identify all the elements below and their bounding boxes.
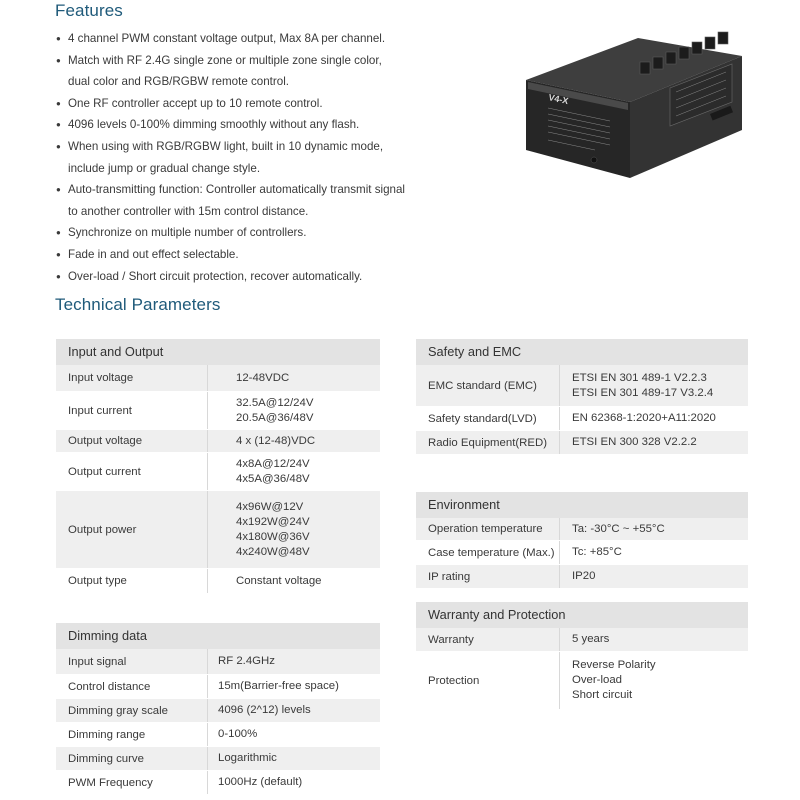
parameter-name: Output current [56,453,208,490]
safety-emc-table [416,339,748,455]
parameter-name: EMC standard (EMC) [416,365,560,406]
table-row [416,541,748,565]
parameter-name: Input signal [56,649,208,674]
table-row [416,518,748,541]
feature-item [56,50,446,93]
parameter-value-line: 0-100% [218,728,258,740]
table-row [416,431,748,455]
parameter-value-line: Ta: -30°C ~ +55°C [572,522,665,535]
product-model-label: V4-X [547,92,570,107]
parameter-name: IP rating [416,565,560,588]
parameter-value-line: 4x8A@12/24V [236,457,310,470]
parameter-name: Input current [56,392,208,429]
parameter-value [560,518,665,540]
feature-text: to another controller with 15m control distance. [68,204,309,218]
technical-parameters-heading: Technical Parameters [55,295,221,314]
parameter-value-line: IP20 [572,570,596,582]
parameter-value-line: RF 2.4GHz [218,655,275,667]
parameter-value-line: 4x180W@36V [236,530,310,543]
dimming-data-table [56,623,380,795]
parameter-name: Control distance [56,675,208,698]
feature-text: Fade in and out effect selectable. [68,247,239,261]
bullet-icon: ● [56,120,61,130]
parameter-value [208,649,275,674]
parameter-value [208,747,277,770]
parameter-name: Input voltage [56,365,208,391]
parameter-value-line: Tc: +85°C [572,546,622,558]
parameter-value [208,491,310,568]
parameter-value-line: 4x192W@24V [236,515,310,528]
parameter-name: Safety standard(LVD) [416,407,560,430]
feature-text: dual color and RGB/RGBW remote control. [68,75,290,89]
features-list [56,28,446,287]
table-row [416,628,748,652]
parameter-value [560,541,622,564]
feature-item [56,136,446,179]
table-heading: Input and Output [56,339,380,365]
parameter-value-line: 4 x (12-48)VDC [236,434,316,447]
table-row [56,365,380,392]
parameter-value-line: EN 62368-1:2020+A11:2020 [572,412,716,424]
parameter-value [208,453,310,490]
parameter-value [560,365,713,406]
table-row [56,392,380,430]
feature-text: Synchronize on multiple number of controllers. [68,226,307,240]
parameter-name: Case temperature (Max.) [416,541,560,564]
table-heading: Dimming data [56,623,380,649]
parameter-name: Operation temperature [416,518,560,540]
bullet-icon: ● [56,185,61,195]
parameter-value-line: ETSI EN 301 489-1 V2.2.3 [572,371,707,384]
parameter-value-line: 32.5A@12/24V [236,396,314,409]
bullet-icon: ● [56,98,61,108]
feature-item [56,114,446,136]
parameter-value [560,431,697,454]
table-row [416,407,748,431]
parameter-value [208,675,339,698]
parameter-name: Dimming curve [56,747,208,770]
table-row [56,453,380,491]
product-image [520,18,760,198]
feature-item [56,179,446,222]
table-row [416,565,748,589]
feature-item [56,266,446,288]
parameter-name: Radio Equipment(RED) [416,431,560,454]
table-heading: Warranty and Protection [416,602,748,628]
table-row [56,675,380,699]
feature-text: Match with RF 2.4G single zone or multiple zone single color, [68,53,382,67]
feature-text: When using with RGB/RGBW light, built in 10 dynamic mode, [68,139,384,153]
parameter-value-line: 4x5A@36/48V [236,472,310,485]
environment-table [416,492,748,589]
parameter-value-line: Over-load [572,674,623,686]
bullet-icon: ● [56,249,61,259]
parameter-name: PWM Frequency [56,771,208,794]
parameter-value-line: 4x96W@12V [236,500,304,513]
parameter-value-line: 12-48VDC [236,371,290,384]
table-heading: Safety and EMC [416,339,748,365]
parameter-value-line: 15m(Barrier-free space) [218,680,339,692]
warranty-protection-table [416,602,748,710]
feature-text: Over-load / Short circuit protection, recover automatically. [68,269,363,283]
parameter-value-line: Short circuit [572,689,633,701]
parameter-value [560,628,609,651]
bullet-icon: ● [56,55,61,65]
bullet-icon: ● [56,228,61,238]
parameter-value [208,699,311,722]
parameter-value-line: ETSI EN 300 328 V2.2.2 [572,436,697,448]
parameter-value-line: 4096 (2^12) levels [218,704,311,716]
parameter-value [560,407,716,430]
features-heading: Features [55,1,123,20]
feature-item [56,28,446,50]
parameter-value [208,392,313,429]
feature-text: Auto-transmitting function: Controller automatically transmit signal [68,183,406,197]
parameter-name: Dimming range [56,723,208,746]
parameter-name: Dimming gray scale [56,699,208,722]
parameter-value [208,771,302,794]
parameter-value-line: ETSI EN 301 489-17 V3.2.4 [572,386,714,399]
parameter-name: Output voltage [56,430,208,452]
parameter-value-line: Reverse Polarity [572,659,656,671]
table-row [56,699,380,723]
parameter-name: Protection [416,652,560,709]
feature-item [56,93,446,115]
table-row [56,723,380,747]
parameter-value-line: Constant voltage [236,574,322,587]
parameter-value [560,565,595,588]
feature-text: 4 channel PWM constant voltage output, Max 8A per channel. [68,32,386,45]
feature-item [56,244,446,266]
bullet-icon: ● [56,141,61,151]
table-row [416,365,748,407]
table-row [56,430,380,453]
bullet-icon: ● [56,34,61,43]
parameter-value-line: 4x240W@48V [236,545,310,558]
parameter-value [208,365,289,391]
parameter-value [208,430,315,452]
parameter-value [208,569,322,593]
parameter-value-line: 20.5A@36/48V [236,411,314,424]
feature-text: include jump or gradual change style. [68,161,261,175]
table-row [416,652,748,710]
feature-text: 4096 levels 0-100% dimming smoothly without any flash. [68,118,360,132]
table-row [56,771,380,795]
feature-item [56,222,446,244]
table-row [56,747,380,771]
table-row [56,569,380,594]
bullet-icon: ● [56,271,61,281]
parameter-value [560,652,656,709]
parameter-value-line: 1000Hz (default) [218,776,303,788]
input-output-table [56,339,380,594]
parameter-name: Output type [56,569,208,593]
table-heading: Environment [416,492,748,518]
parameter-value [208,723,257,746]
parameter-value-line: 5 years [572,633,610,645]
parameter-name: Warranty [416,628,560,651]
table-row [56,649,380,675]
parameter-value-line: Logarithmic [218,752,277,764]
feature-text: One RF controller accept up to 10 remote control. [68,96,323,110]
parameter-name: Output power [56,491,208,568]
table-row [56,491,380,569]
